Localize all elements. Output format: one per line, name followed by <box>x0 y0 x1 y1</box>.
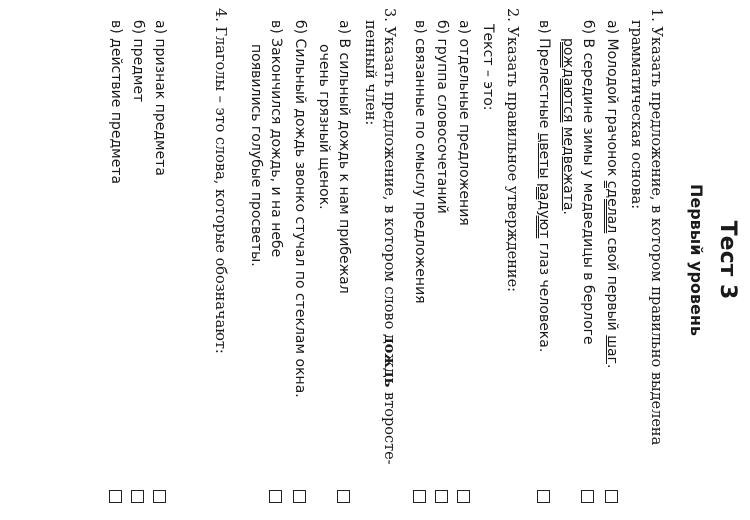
q3-keyword: дождь <box>381 333 398 388</box>
test-title: Тест 3 <box>715 220 740 300</box>
q1-c-end: глаз человека. <box>536 238 552 353</box>
q3-option-b: б) Сильный дождь звонко стучал по стеклам окна. <box>292 20 308 398</box>
q1-b-end: . <box>560 210 576 215</box>
q1-prompt-line1: 1. Указать предложение, в котором правильно выделена <box>648 8 664 446</box>
q3-option-c-line1: в) Закончился дождь, и на небе <box>268 20 284 258</box>
q1-option-a <box>604 20 620 368</box>
q3-option-a-line1: а) В сильный дождь к нам прибежал <box>336 20 352 294</box>
q3-c-checkbox[interactable] <box>269 490 282 503</box>
q3-option-a-line2: очень грязный щенок. <box>316 44 332 210</box>
q4-b-checkbox[interactable] <box>131 490 144 503</box>
q1-c-predicate: радуют <box>536 182 552 239</box>
q1-b-checkbox[interactable] <box>581 490 594 503</box>
q3-prompt-line1 <box>381 8 398 465</box>
q1-option-c <box>536 20 552 352</box>
level-subtitle: Первый уровень <box>687 183 706 337</box>
q2-prompt: 2. Указать правильное утверждение: <box>504 8 520 293</box>
q2-c-checkbox[interactable] <box>413 490 426 503</box>
q3-b-checkbox[interactable] <box>293 490 306 503</box>
q1-a-end: . <box>604 363 620 369</box>
q1-a-checkbox[interactable] <box>605 490 618 503</box>
q3-a-checkbox[interactable] <box>337 490 350 503</box>
q1-option-b-line2 <box>560 38 576 215</box>
q4-option-b: б) предмет <box>130 20 146 103</box>
q2-a-checkbox[interactable] <box>457 490 470 503</box>
q4-c-checkbox[interactable] <box>109 490 122 503</box>
q1-a-text-mid: свой первый <box>604 233 620 336</box>
q2-option-c: в) связанные по смыслу предложения <box>412 20 428 304</box>
q4-prompt: 4. Глаголы – это слова, которые обозначают: <box>212 8 228 354</box>
q1-a-predicate: сделал <box>604 180 620 234</box>
q2-option-a: а) отдельные предложения <box>456 20 472 226</box>
q1-c-text: в) Прелестные <box>536 20 552 133</box>
q1-c-subject: цветы <box>536 132 552 179</box>
q1-option-b-line1: б) В середине зимы у медведицы в берлоге <box>580 20 596 345</box>
q3-option-c-line2: появились голубые просветы. <box>248 44 264 267</box>
q4-a-checkbox[interactable] <box>153 490 166 503</box>
q2-option-b: б) группа словосочетаний <box>434 20 450 214</box>
q1-b-predicate: рождаются <box>560 38 576 123</box>
q1-b-subject: медвежата <box>560 126 576 211</box>
q3-prompt-end: второсте- <box>381 387 397 465</box>
q2-b-checkbox[interactable] <box>435 490 448 503</box>
q3-prompt-text: 3. Указать предложение, в котором слово <box>381 8 397 334</box>
q2-stem: Текст – это: <box>480 24 496 111</box>
q1-a-text: а) Молодой грачонок <box>604 20 620 181</box>
q1-prompt-line2: грамматическая основа: <box>628 20 644 210</box>
q3-prompt-line2: пенный член: <box>362 20 378 126</box>
q4-option-c: в) действие предмета <box>108 20 124 185</box>
q1-a-object: шаг <box>604 335 620 364</box>
q4-option-a: а) признак предмета <box>152 20 168 176</box>
q1-c-checkbox[interactable] <box>537 490 550 503</box>
